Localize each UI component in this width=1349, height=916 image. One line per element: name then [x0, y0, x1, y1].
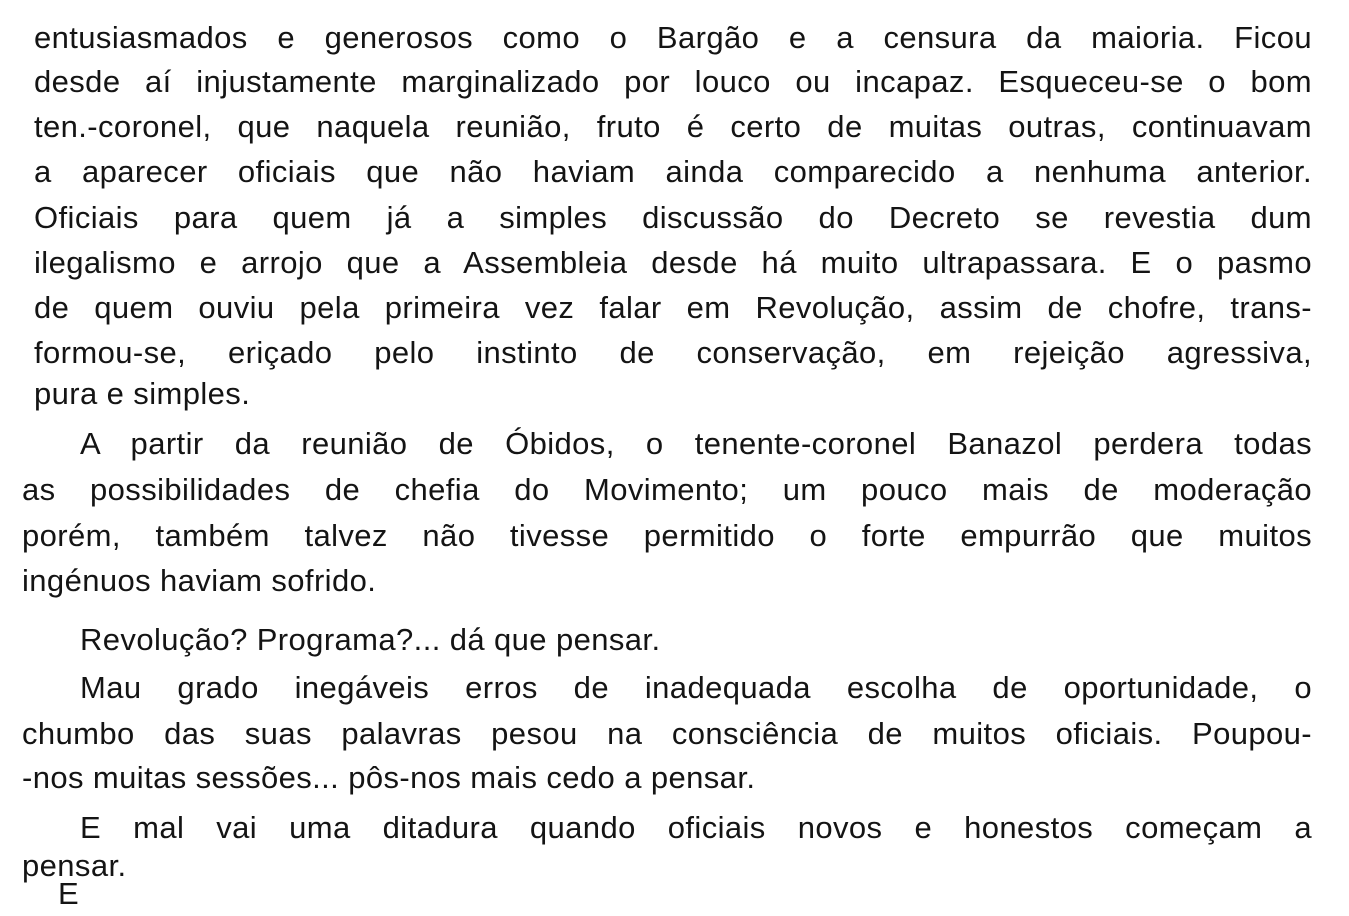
- text-line: as possibilidades de chefia do Movimento; um pouco mais de moderação: [22, 472, 1312, 507]
- paragraph-first-line: Revolução? Programa?... dá que pensar.: [80, 622, 661, 657]
- text-line: ingénuos haviam sofrido.: [22, 563, 377, 598]
- text-line: ten.-coronel, que naquela reunião, fruto é certo de muitas outras, continuavam: [34, 109, 1312, 144]
- paragraph-first-line: A partir da reunião de Óbidos, o tenente-coronel Banazol perdera todas: [80, 426, 1312, 461]
- text-line: desde aí injustamente marginalizado por louco ou incapaz. Esqueceu-se o bom: [34, 64, 1312, 99]
- text-line: pensar.: [22, 848, 127, 883]
- cut-off-text: E: [58, 876, 79, 911]
- text-line: chumbo das suas palavras pesou na consciência de muitos oficiais. Poupou-: [22, 716, 1312, 751]
- text-line: Oficiais para quem já a simples discussão do Decreto se revestia dum: [34, 200, 1312, 235]
- scanned-page: [22, 6, 1312, 886]
- text-line: porém, também talvez não tivesse permitido o forte empurrão que muitos: [22, 518, 1312, 553]
- cut-off-line: [58, 872, 98, 911]
- text-line: de quem ouviu pela primeira vez falar em Revolução, assim de chofre, trans-: [34, 290, 1312, 325]
- text-line: formou-se, eriçado pelo instinto de conservação, em rejeição agressiva,: [34, 335, 1312, 370]
- text-line: a aparecer oficiais que não haviam ainda comparecido a nenhuma anterior.: [34, 154, 1312, 189]
- text-line: entusiasmados e generosos como o Bargão e a censura da maioria. Ficou: [34, 20, 1312, 55]
- paragraph-first-line: Mau grado inegáveis erros de inadequada escolha de oportunidade, o: [80, 670, 1312, 705]
- text-line: ilegalismo e arrojo que a Assembleia desde há muito ultrapassara. E o pasmo: [34, 245, 1312, 280]
- text-line: pura e simples.: [34, 376, 251, 411]
- paragraph-first-line: E mal vai uma ditadura quando oficiais novos e honestos começam a: [80, 810, 1312, 845]
- text-line: -nos muitas sessões... pôs-nos mais cedo a pensar.: [22, 760, 756, 795]
